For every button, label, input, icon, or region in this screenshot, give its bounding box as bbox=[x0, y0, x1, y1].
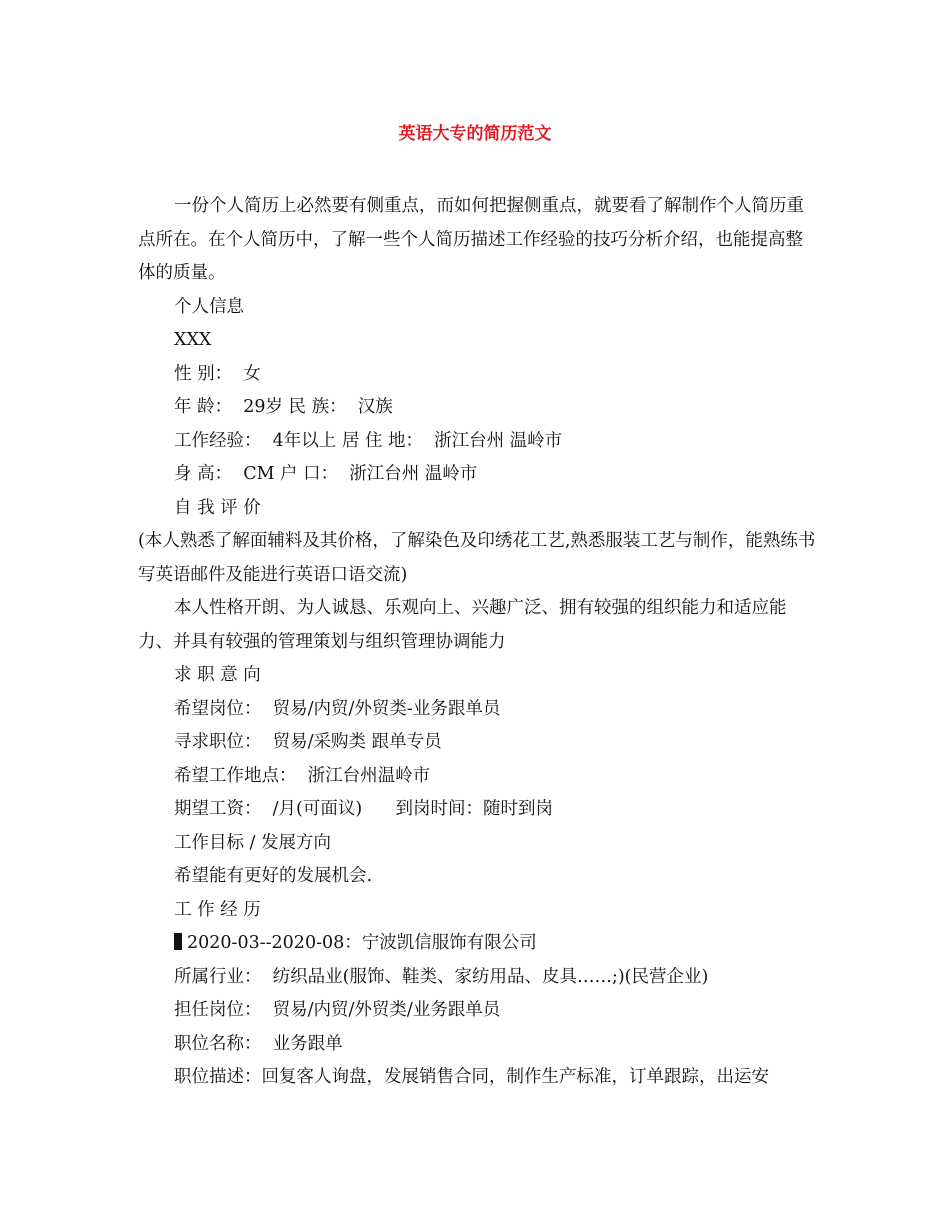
job-title-line: 职位名称： 业务跟单 bbox=[174, 1033, 343, 1054]
self-evaluation-paragraph-1: (本人熟悉了解面辅料及其价格，了解染色及印绣花工艺,熟悉服装工艺与制作，能熟练书写英语邮件及能进行英语口语交流) bbox=[138, 531, 816, 585]
bullet-block-icon bbox=[174, 933, 182, 950]
experience-residence-line: 工作经验： 4年以上 居 住 地： 浙江台州 温岭市 bbox=[174, 430, 563, 451]
self-evaluation-heading: 自 我 评 价 bbox=[174, 497, 261, 518]
salary-start-line: 期望工资： /月(可面议) 到岗时间：随时到岗 bbox=[174, 799, 554, 819]
work-entry-text: 2020-03--2020-08：宁波凯信服饰有限公司 bbox=[187, 933, 537, 953]
career-goal-heading: 工作目标 / 发展方向 bbox=[174, 832, 332, 853]
gender-line: 性 别： 女 bbox=[174, 363, 261, 384]
intro-paragraph: 一份个人简历上必然要有侧重点，而如何把握侧重点，就要看了解制作个人简历重点所在。在个人简历中，了解一些个人简历描述工作经验的技巧分析介绍，也能提高整体的质量。 bbox=[138, 196, 804, 283]
industry-line: 所属行业： 纺织品业(服饰、鞋类、家纺用品、皮具……;)(民营企业) bbox=[174, 966, 709, 987]
seeking-position-line: 寻求职位： 贸易/采购类 跟单专员 bbox=[174, 732, 442, 752]
name-line: XXX bbox=[174, 330, 212, 350]
height-hukou-line: 身 高： CM 户 口： 浙江台州 温岭市 bbox=[174, 464, 478, 484]
personal-info-heading: 个人信息 bbox=[174, 296, 244, 317]
work-entry-line bbox=[138, 927, 818, 961]
work-history-heading: 工 作 经 历 bbox=[174, 899, 261, 920]
desired-location-line: 希望工作地点： 浙江台州温岭市 bbox=[174, 765, 431, 786]
desired-position-line: 希望岗位： 贸易/内贸/外贸类-业务跟单员 bbox=[174, 698, 501, 719]
document-title: 英语大专的简历范文 bbox=[398, 124, 552, 144]
document-body bbox=[138, 190, 818, 1095]
age-ethnicity-line: 年 龄： 29岁 民 族： 汉族 bbox=[174, 397, 393, 417]
post-line: 担任岗位： 贸易/内贸/外贸类/业务跟单员 bbox=[174, 1000, 501, 1020]
career-goal-line: 希望能有更好的发展机会. bbox=[174, 866, 373, 886]
job-intent-heading: 求 职 意 向 bbox=[174, 665, 261, 685]
job-description-line: 职位描述：回复客人询盘，发展销售合同，制作生产标准，订单跟踪，出运安 bbox=[174, 1067, 769, 1087]
self-evaluation-paragraph-2: 本人性格开朗、为人诚恳、乐观向上、兴趣广泛、拥有较强的组织能力和适应能力、并具有较强的管理策划与组织管理协调能力 bbox=[138, 598, 787, 652]
